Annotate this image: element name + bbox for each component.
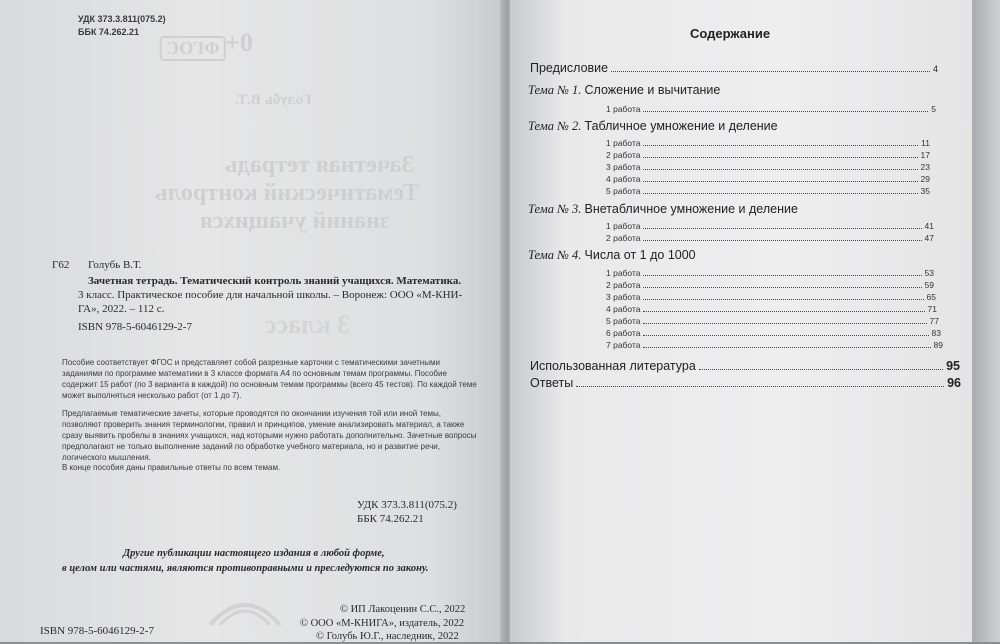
copyright-3: © Голубь Ю.Г., наследник, 2022: [316, 631, 459, 642]
ghost-fgos-logo: ФГОС: [160, 36, 226, 61]
bib-line-2: 3 класс. Практическое пособие для начальной школы. – Воронеж: ООО «М-КНИ-: [78, 289, 463, 301]
toc-topic-2: [528, 119, 778, 134]
toc-work-row: 3 работа 65: [606, 292, 936, 302]
toc-work-row: 5 работа 35: [606, 186, 930, 196]
toc-work-row: 2 работа 47: [606, 233, 934, 243]
ghost-title-2: Тематический контроль: [155, 180, 420, 206]
ghost-age-rating: 0+: [225, 28, 253, 57]
toc-work-row: 1 работа 41: [606, 221, 934, 231]
author-name: Голубь В.Т.: [88, 259, 142, 271]
topic-title: Внетабличное умножение и деление: [584, 202, 798, 216]
toc-work-row: 5 работа 77: [606, 316, 939, 326]
annotation-paragraph-1: Пособие соответствует ФГОС и представляет собой разрезные карточки с тематическими зачетными заданиями по программе математики в 3 классе формата А4 по основным темам программы. Пособие содержит 15 работ (по 3 варианта в каждой) по основным темам программы (всего 45 тестов). По каждой теме может выполняться несколько работ (от 1 до 7).: [62, 358, 477, 400]
copyright-1: © ИП Лакоценин С.С., 2022: [340, 604, 466, 615]
toc-work-row: 2 работа 59: [606, 280, 934, 290]
isbn-bottom: ISBN 978-5-6046129-2-7: [40, 625, 154, 637]
toc-preface-page: 4: [932, 64, 938, 74]
toc-topic-1: [528, 83, 720, 98]
bbk-bottom: ББК 74.262.21: [357, 513, 424, 525]
udk-top: УДК 373.3.811(075.2): [78, 14, 166, 24]
toc-work-row: 1 работа 5: [606, 104, 936, 114]
udk-bottom: УДК 373.3.811(075.2): [357, 499, 457, 511]
annotation-paragraph-3: В конце пособия даны правильные ответы по всем темам.: [62, 463, 281, 472]
topic-number: Тема № 1.: [528, 83, 582, 97]
bib-line-1: Зачетная тетрадь. Тематический контроль знаний учащихся. Математика.: [88, 275, 462, 287]
topic-title: Табличное умножение и деление: [584, 119, 778, 133]
copyright-warning-line-1: Другие публикации настоящего издания в любой форме,: [123, 548, 385, 559]
isbn-mid: ISBN 978-5-6046129-2-7: [78, 321, 192, 333]
copyright-2: © ООО «М-КНИГА», издатель, 2022: [300, 618, 465, 629]
ghost-grade: 3 класс: [265, 310, 351, 339]
index-code: Г62: [52, 259, 70, 271]
toc-work-row: 4 работа 29: [606, 174, 930, 184]
toc-answers: [530, 376, 961, 390]
toc-work-row: 2 работа 17: [606, 150, 930, 160]
page-edge: [972, 0, 1000, 642]
toc-work-row: 7 работа 89: [606, 340, 943, 350]
toc-answers-label: Ответы: [530, 376, 574, 390]
toc-literature-page: 95: [946, 359, 960, 373]
bbk-top: ББК 74.262.21: [78, 27, 139, 37]
toc-topic-4: [528, 248, 696, 263]
toc-preface: [530, 61, 938, 75]
annotation-paragraph-2: Предлагаемые тематические зачеты, которые проводятся по окончании изучения той или иной темы, позволяют проверить знания терминологии, правил и принципов, умение анализировать материал, а также сразу выявить пробелы в знаниях учащихся, над которыми нужно работать дополнительно. Зачетные вопросы предполагают не только выполнение заданий по обработке учебного материала, но и развитие речи, логического мышления.: [62, 409, 477, 462]
ghost-title-1: Зачетная тетрадь: [225, 152, 415, 178]
topic-title: Сложение и вычитание: [584, 83, 721, 97]
bib-line-3: ГА», 2022. – 112 с.: [78, 303, 165, 315]
topic-number: Тема № 4.: [528, 248, 582, 262]
toc-literature: [530, 359, 960, 373]
toc-work-row: 6 работа 83: [606, 328, 941, 338]
toc-title: Содержание: [690, 26, 771, 41]
copyright-warning-line-2: в целом или частями, являются противоправными и преследуются по закону.: [62, 563, 429, 574]
toc-work-row: 3 работа 23: [606, 162, 930, 172]
ghost-author: Голубь В.Т.: [235, 92, 312, 108]
toc-literature-label: Использованная литература: [530, 359, 696, 373]
toc-topic-3: [528, 202, 798, 217]
toc-work-row: 1 работа 11: [606, 138, 930, 148]
topic-number: Тема № 2.: [528, 119, 582, 133]
ghost-title-3: знаний учащихся: [200, 208, 390, 234]
publisher-logo-ghost: [205, 575, 285, 630]
toc-answers-page: 96: [947, 376, 961, 390]
toc-work-row: 4 работа 71: [606, 304, 937, 314]
topic-title: Числа от 1 до 1000: [584, 248, 696, 262]
topic-number: Тема № 3.: [528, 202, 582, 216]
toc-work-row: 1 работа 53: [606, 268, 934, 278]
toc-preface-label: Предисловие: [530, 61, 609, 75]
